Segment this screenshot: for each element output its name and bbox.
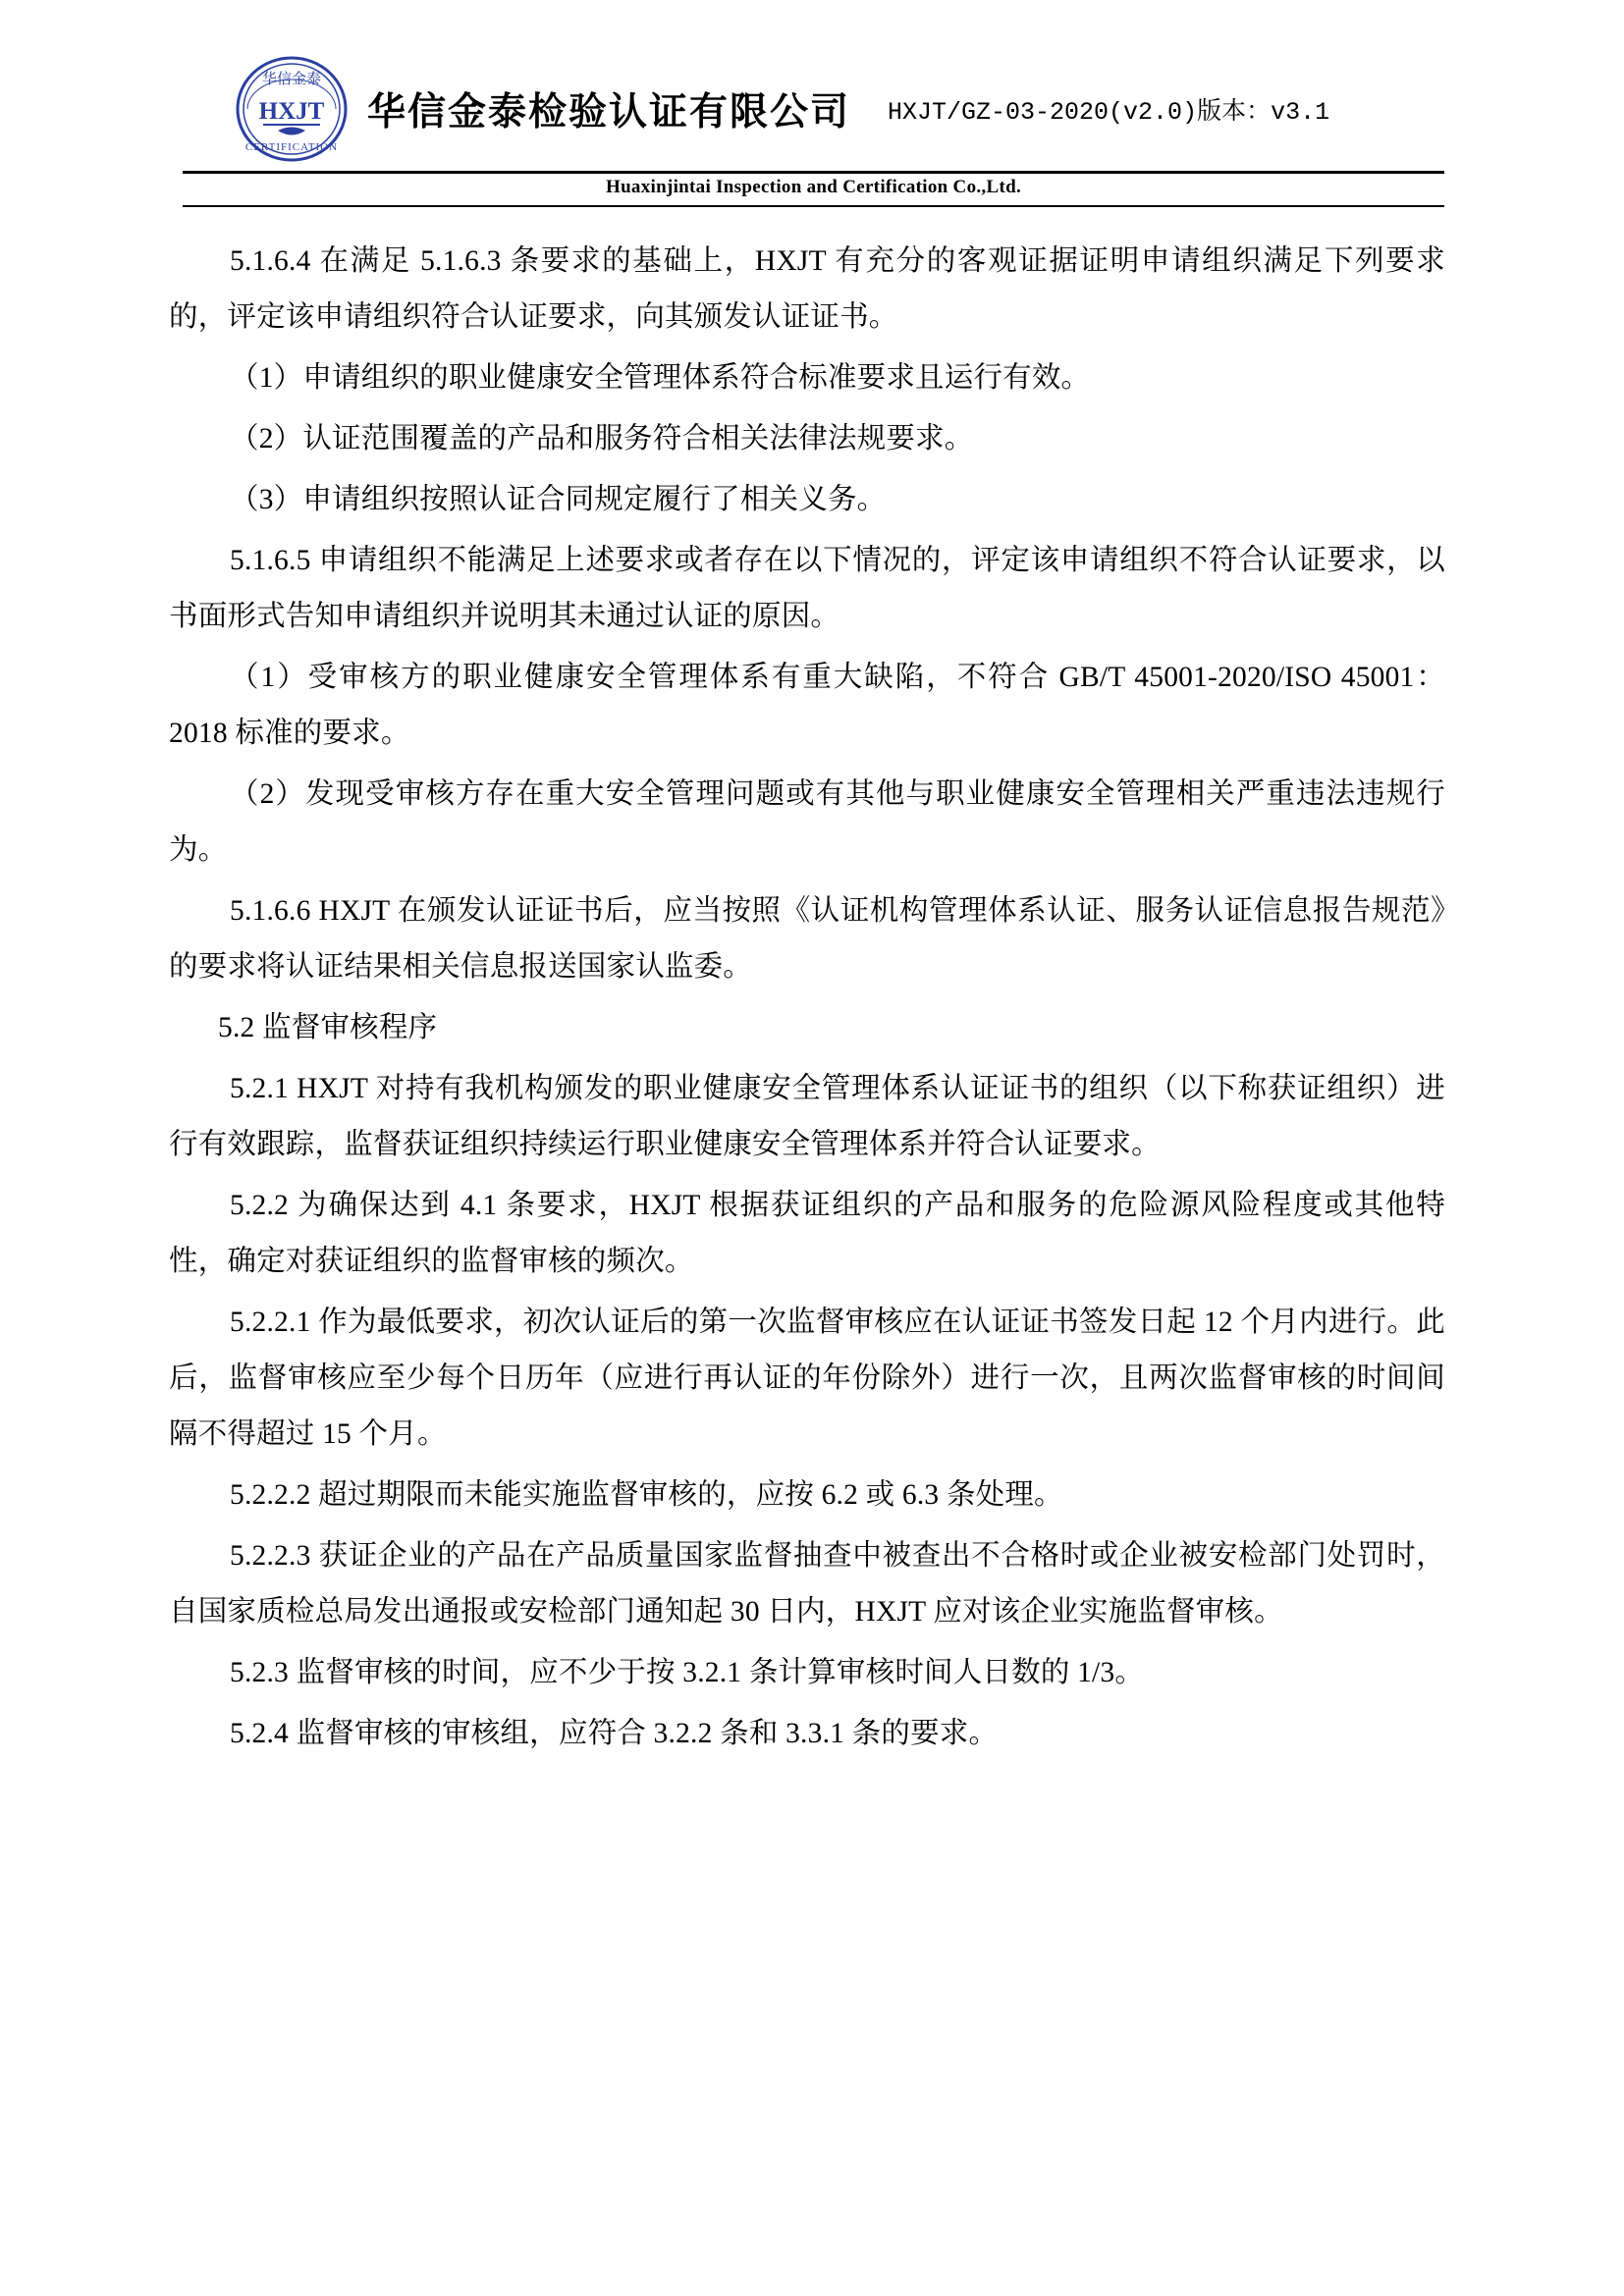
company-name-en: Huaxinjintai Inspection and Certification Co.,Ltd. (605, 177, 1021, 197)
section-heading: 5.2 监督审核程序 (218, 1012, 438, 1043)
header-divider-top (183, 171, 1444, 174)
header-title-row (183, 47, 1444, 170)
paragraph: 5.2.1 HXJT 对持有我机构颁发的职业健康安全管理体系认证证书的组织（以下称获证组织）进行有效跟踪，监督获证组织持续运行职业健康安全管理体系并符合认证要求。 (169, 1073, 1445, 1160)
page-footer-space (169, 1767, 1445, 1806)
svg-text:华信金泰: 华信金泰 (261, 71, 322, 87)
paragraph: 5.1.6.6 HXJT 在颁发认证证书后，应当按照《认证机构管理体系认证、服务认证信息报告规范》的要求将认证结果相关信息报送国家认监委。 (169, 895, 1445, 983)
company-logo-icon (234, 54, 350, 164)
paragraph: （3）申请组织按照认证合同规定履行了相关义务。 (230, 484, 887, 515)
paragraph: （1）申请组织的职业健康安全管理体系符合标准要求且运行有效。 (230, 362, 1091, 394)
document-code: HXJT/GZ-03-2020(v2.0)版本：v3.1 (888, 97, 1330, 127)
paragraph: （2）发现受审核方存在重大安全管理问题或有其他与职业健康安全管理相关严重违法违规行为。 (169, 778, 1445, 866)
paragraph: 5.1.6.4 在满足 5.1.6.3 条要求的基础上，HXJT 有充分的客观证据证明申请组织满足下列要求的，评定该申请组织符合认证要求，向其颁发认证证书。 (169, 245, 1445, 333)
paragraph: 5.2.3 监督审核的时间，应不少于按 3.2.1 条计算审核时间人日数的 1/3。 (230, 1657, 1145, 1688)
paragraph: 5.2.2.3 获证企业的产品在产品质量国家监督抽查中被查出不合格时或企业被安检部门处罚时，自国家质检总局发出通报或安检部门通知起 30 日内，HXJT 应对该企业实施监督审核。 (169, 1540, 1445, 1628)
company-name-cn: 华信金泰检验认证有限公司 (367, 90, 851, 133)
svg-text:CERTIFICATION: CERTIFICATION (244, 140, 339, 153)
svg-text:HXJT: HXJT (258, 97, 325, 125)
paragraph: 5.2.4 监督审核的审核组，应符合 3.2.2 条和 3.3.1 条的要求。 (230, 1718, 999, 1749)
paragraph: 5.2.2.1 作为最低要求，初次认证后的第一次监督审核应在认证证书签发日起 12 个月内进行。此后，监督审核应至少每个日历年（应进行再认证的年份除外）进行一次，且两次监督审核的时间间隔不得超过 15 个月。 (169, 1307, 1445, 1450)
page-header (183, 47, 1444, 209)
paragraph: 5.2.2 为确保达到 4.1 条要求，HXJT 根据获证组织的产品和服务的危险源风险程度或其他特性，确定对获证组织的监督审核的频次。 (169, 1190, 1445, 1277)
header-divider-bottom (183, 205, 1444, 207)
paragraph: （1）受审核方的职业健康安全管理体系有重大缺陷，不符合 GB/T 45001-2020/ISO 45001：2018 标准的要求。 (169, 662, 1445, 749)
paragraph: （2）认证范围覆盖的产品和服务符合相关法律法规要求。 (230, 423, 974, 454)
paragraph: 5.1.6.5 申请组织不能满足上述要求或者存在以下情况的，评定该申请组织不符合认证要求，以书面形式告知申请组织并说明其未通过认证的原因。 (169, 545, 1445, 632)
paragraph: 5.2.2.2 超过期限而未能实施监督审核的，应按 6.2 或 6.3 条处理。 (230, 1479, 1063, 1511)
document-body (169, 234, 1445, 1806)
